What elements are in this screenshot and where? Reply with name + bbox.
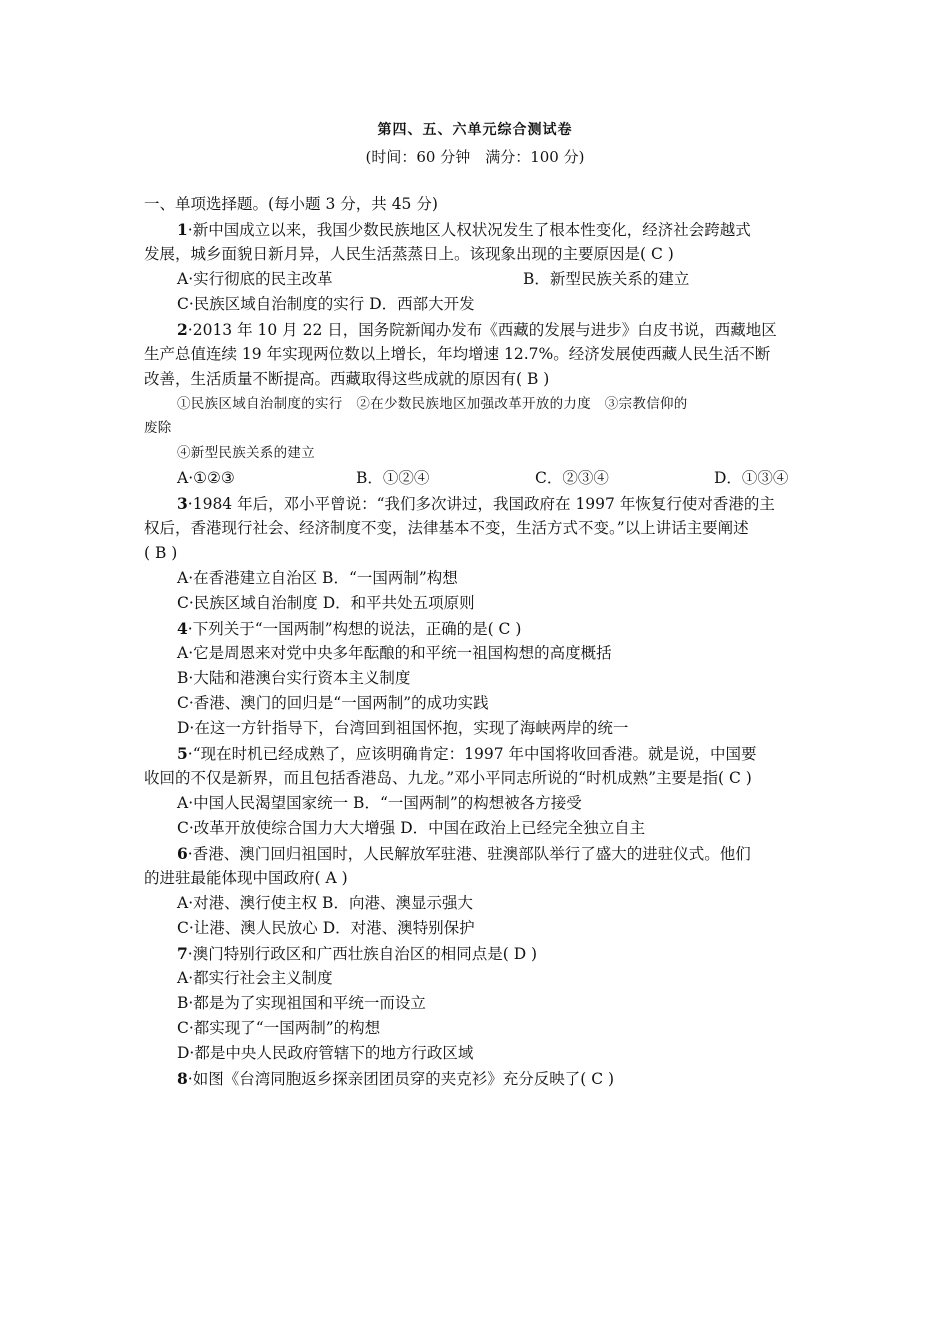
question-6-options-cd: C·让港、澳人民放心 D．对港、澳特别保护 (177, 919, 475, 937)
question-6-line-2: 的进驻最能体现中国政府( A ) (144, 869, 348, 887)
question-2-statement-1: ①民族区域自治制度的实行 ②在少数民族地区加强改革开放的力度 ③宗教信仰的 (177, 396, 688, 412)
question-2-statement-2: ④新型民族关系的建立 (177, 445, 315, 461)
question-text: ·香港、澳门回归祖国时，人民解放军驻港、驻澳部队举行了盛大的进驻仪式。他们 (187, 845, 751, 863)
question-2-option-a: A·①②③ (177, 469, 235, 487)
question-number: 2 (177, 320, 188, 339)
question-number: 1 (177, 220, 188, 239)
question-2-line-3: 改善，生活质量不断提高。西藏取得这些成就的原因有( B ) (144, 370, 550, 388)
question-4-option-b: B·大陆和港澳台实行资本主义制度 (177, 669, 411, 687)
question-5-line-1 (177, 741, 847, 767)
question-3-line-2: 权后，香港现行社会、经济制度不变，法律基本不变，生活方式不变。”以上讲话主要阐述 (144, 519, 749, 537)
question-6-line-1 (177, 841, 847, 867)
question-7-option-c: C·都实现了“一国两制”的构想 (177, 1019, 381, 1037)
question-1-option-a: A·实行彻底的民主改革 (177, 270, 333, 288)
question-5-options-ab: A·中国人民渴望国家统一 B．“一国两制”的构想被各方接受 (177, 794, 582, 812)
question-text: ·1984 年后，邓小平曾说：“我们多次讲过，我国政府在 1997 年恢复行使对香港的主 (187, 495, 775, 513)
question-number: 6 (177, 844, 188, 863)
exam-subtitle: (时间：60 分钟 满分：100 分) (365, 148, 585, 166)
question-text: ·下列关于“一国两制”构想的说法，正确的是( C ) (187, 620, 522, 638)
question-number: 3 (177, 494, 188, 513)
question-number: 7 (177, 944, 188, 963)
question-4-option-a: A·它是周恩来对党中央多年酝酿的和平统一祖国构想的高度概括 (177, 644, 612, 662)
question-7-option-a: A·都实行社会主义制度 (177, 969, 333, 987)
exam-title: 第四、五、六单元综合测试卷 (377, 122, 573, 138)
question-number: 5 (177, 744, 188, 763)
question-2-line-2: 生产总值连续 19 年实现两位数以上增长，年均增速 12.7%。经济发展使西藏人民生活不断 (144, 345, 771, 363)
question-4-option-d: D·在这一方针指导下，台湾回到祖国怀抱，实现了海峡两岸的统一 (177, 719, 629, 737)
question-4-option-c: C·香港、澳门的回归是“一国两制”的成功实践 (177, 694, 489, 712)
section-heading: 一、单项选择题。(每小题 3 分，共 45 分) (144, 195, 438, 213)
question-1-line-2: 发展，城乡面貌日新月异，人民生活蒸蒸日上。该现象出现的主要原因是( C ) (144, 245, 674, 263)
question-1-line-1 (177, 217, 847, 243)
question-text: ·新中国成立以来，我国少数民族地区人权状况发生了根本性变化，经济社会跨越式 (187, 221, 751, 239)
question-text: ·澳门特别行政区和广西壮族自治区的相同点是( D ) (187, 945, 538, 963)
question-2-line-1 (177, 317, 847, 343)
question-7-option-b: B·都是为了实现祖国和平统一而设立 (177, 994, 426, 1012)
question-2-statement-1-cont: 废除 (144, 420, 172, 436)
question-3-options-cd: C·民族区域自治制度 D．和平共处五项原则 (177, 594, 475, 612)
question-3-line-3: ( B ) (144, 544, 178, 562)
question-text: ·如图《台湾同胞返乡探亲团团员穿的夹克衫》充分反映了( C ) (187, 1070, 615, 1088)
question-number: 4 (177, 619, 188, 638)
question-6-options-ab: A·对港、澳行使主权 B．向港、澳显示强大 (177, 894, 473, 912)
question-4-line-1 (177, 616, 847, 642)
question-3-line-1 (177, 491, 847, 517)
question-1-options-cd: C·民族区域自治制度的实行 D．西部大开发 (177, 295, 475, 313)
question-text: ·2013 年 10 月 22 日，国务院新闻办发布《西藏的发展与进步》白皮书说，西藏地区 (187, 321, 777, 339)
question-2-option-d: D．①③④ (714, 469, 789, 487)
question-2-option-b: B．①②④ (356, 469, 430, 487)
question-number: 8 (177, 1069, 188, 1088)
question-5-options-cd: C·改革开放使综合国力大大增强 D．中国在政治上已经完全独立自主 (177, 819, 646, 837)
question-7-line-1 (177, 941, 847, 967)
question-text: ·“现在时机已经成熟了，应该明确肯定：1997 年中国将收回香港。就是说，中国要 (187, 745, 757, 763)
question-8-line-1 (177, 1066, 847, 1092)
question-1-option-b: B．新型民族关系的建立 (523, 270, 690, 288)
question-2-option-c: C．②③④ (535, 469, 609, 487)
question-3-options-ab: A·在香港建立自治区 B．“一国两制”构想 (177, 569, 458, 587)
question-7-option-d: D·都是中央人民政府管辖下的地方行政区域 (177, 1044, 474, 1062)
question-5-line-2: 收回的不仅是新界，而且包括香港岛、九龙。”邓小平同志所说的“时机成熟”主要是指( C ) (144, 769, 752, 787)
